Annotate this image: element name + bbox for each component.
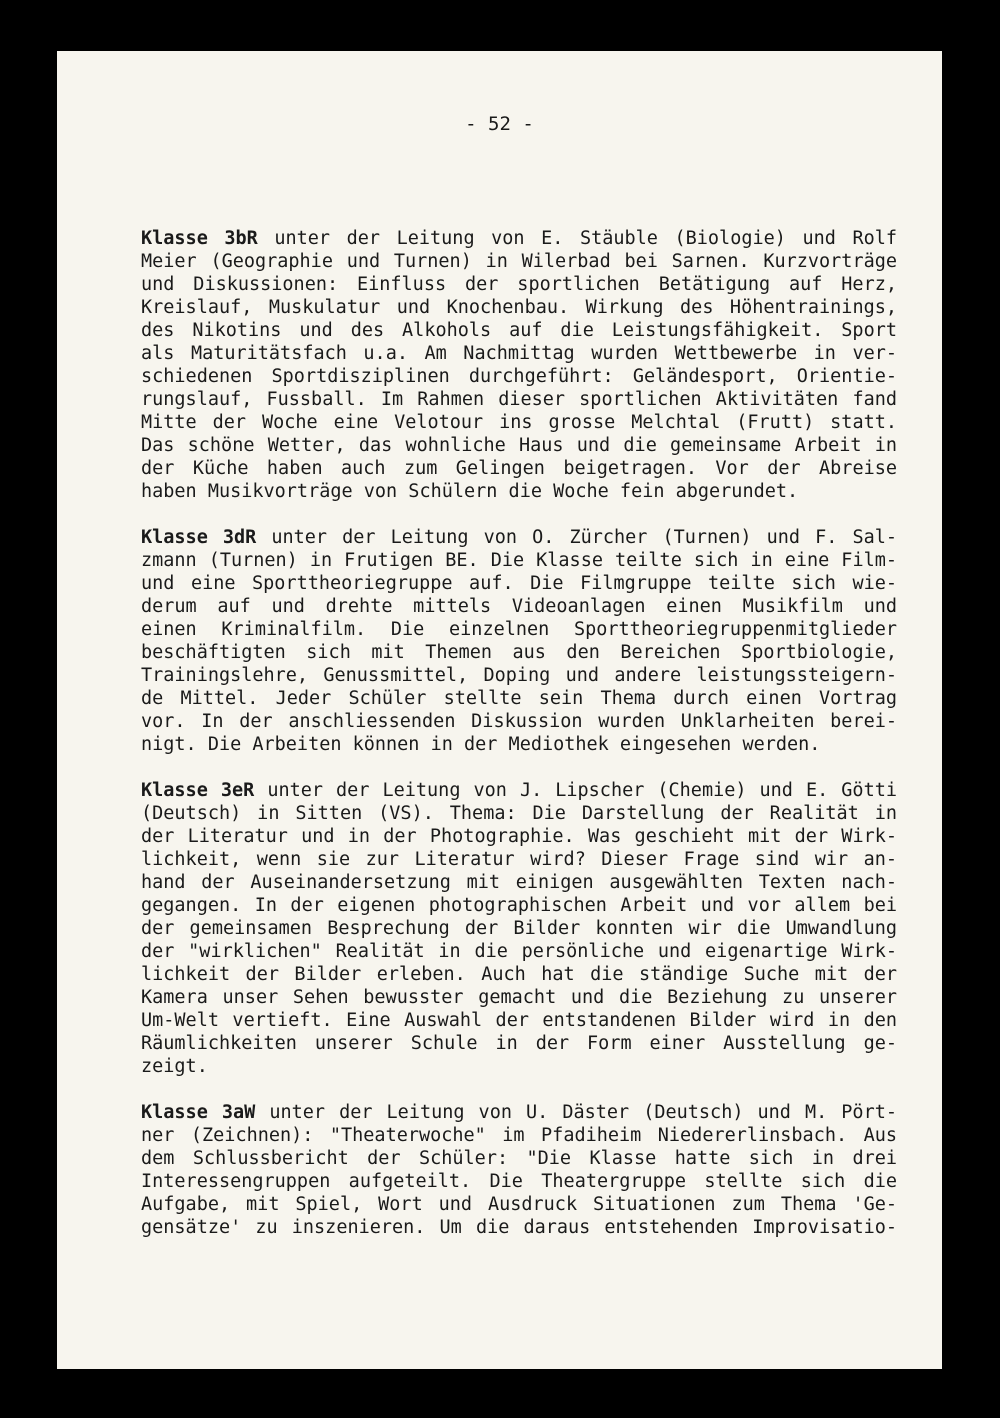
paragraph-line: Interessengruppen aufgeteilt. Die Theatergruppe stellte sich die xyxy=(141,1171,897,1192)
paragraph-line: hand der Auseinandersetzung mit einigen ausgewählten Texten nach- xyxy=(141,872,897,893)
paragraph-klasse-3er xyxy=(141,779,897,1078)
paragraph-line: der Literatur und in der Photographie. Was geschieht mit der Wirk- xyxy=(141,826,897,847)
paragraph-line: Aufgabe, mit Spiel, Wort und Ausdruck Situationen zum Thema 'Ge- xyxy=(141,1194,897,1215)
paragraph-line: Um-Welt vertieft. Eine Auswahl der entstandenen Bilder wird in den xyxy=(141,1010,897,1031)
paragraph-line: schiedenen Sportdisziplinen durchgeführt: Geländesport, Orientie- xyxy=(141,366,897,387)
paragraph-line xyxy=(141,227,897,250)
line-text: unter der Leitung von O. Zürcher (Turnen) und F. Sal- xyxy=(256,527,897,548)
paragraph-line: des Nikotins und des Alkohols auf die Leistungsfähigkeit. Sport xyxy=(141,320,897,341)
paragraph-line: der "wirklichen" Realität in die persönliche und eigenartige Wirk- xyxy=(141,941,897,962)
page-content xyxy=(141,227,897,1262)
paragraph-line xyxy=(141,526,897,549)
paragraph-line: und Diskussionen: Einfluss der sportlichen Betätigung auf Herz, xyxy=(141,274,897,295)
paragraph-line xyxy=(141,1101,897,1124)
document-page xyxy=(57,51,942,1369)
line-text: unter der Leitung von U. Däster (Deutsch) und M. Pört- xyxy=(255,1102,897,1123)
paragraph-line: der gemeinsamen Besprechung der Bilder konnten wir die Umwandlung xyxy=(141,918,897,939)
paragraph-line: nigt. Die Arbeiten können in der Mediothek eingesehen werden. xyxy=(141,734,821,755)
paragraph-line xyxy=(141,779,897,802)
paragraph-line: einen Kriminalfilm. Die einzelnen Sporttheoriegruppenmitglieder xyxy=(141,619,897,640)
paragraph-line: Das schöne Wetter, das wohnliche Haus und die gemeinsame Arbeit in xyxy=(141,435,897,456)
paragraph-line: Meier (Geographie und Turnen) in Wilerbad bei Sarnen. Kurzvorträge xyxy=(141,251,897,272)
paragraph-line: Kamera unser Sehen bewusster gemacht und die Beziehung zu unserer xyxy=(141,987,897,1008)
paragraph-line: als Maturitätsfach u.a. Am Nachmittag wurden Wettbewerbe in ver- xyxy=(141,343,897,364)
paragraph-line: zmann (Turnen) in Frutigen BE. Die Klasse teilte sich in eine Film- xyxy=(141,550,897,571)
paragraph-line: vor. In der anschliessenden Diskussion wurden Unklarheiten berei- xyxy=(141,711,897,732)
paragraph-line: derum auf und drehte mittels Videoanlagen einen Musikfilm und xyxy=(141,596,897,617)
paragraph-line: beschäftigten sich mit Themen aus den Bereichen Sportbiologie, xyxy=(141,642,897,663)
paragraph-lead: Klasse 3bR xyxy=(141,228,258,249)
paragraph-line: (Deutsch) in Sitten (VS). Thema: Die Darstellung der Realität in xyxy=(141,803,897,824)
paragraph-line: dem Schlussbericht der Schüler: "Die Klasse hatte sich in drei xyxy=(141,1148,897,1169)
paragraph-klasse-3dr xyxy=(141,526,897,756)
paragraph-line: der Küche haben auch zum Gelingen beigetragen. Vor der Abreise xyxy=(141,458,897,479)
paragraph-lead: Klasse 3aW xyxy=(141,1102,256,1123)
paragraph-line: lichkeit der Bilder erleben. Auch hat die ständige Suche mit der xyxy=(141,964,897,985)
paragraph-line: ner (Zeichnen): "Theaterwoche" im Pfadiheim Niedererlinsbach. Aus xyxy=(141,1125,897,1146)
paragraph-lead: Klasse 3dR xyxy=(141,527,257,548)
paragraph-line: gensätze' zu inszenieren. Um die daraus entstehenden Improvisatio- xyxy=(141,1217,897,1238)
paragraph-line: Räumlichkeiten unserer Schule in der Form einer Ausstellung ge- xyxy=(141,1033,897,1054)
paragraph-line: Trainingslehre, Genussmittel, Doping und andere leistungssteigern- xyxy=(141,665,897,686)
paragraph-line: rungslauf, Fussball. Im Rahmen dieser sportlichen Aktivitäten fand xyxy=(141,389,897,410)
paragraph-line: gegangen. In der eigenen photographischen Arbeit und vor allem bei xyxy=(141,895,897,916)
paragraph-klasse-3br xyxy=(141,227,897,503)
page-number: - 52 - xyxy=(465,113,534,135)
paragraph-line: und eine Sporttheoriegruppe auf. Die Filmgruppe teilte sich wie- xyxy=(141,573,897,594)
paragraph-lead: Klasse 3eR xyxy=(141,780,255,801)
line-text: unter der Leitung von J. Lipscher (Chemie) und E. Götti xyxy=(254,780,897,801)
paragraph-line: lichkeit, wenn sie zur Literatur wird? Dieser Frage sind wir an- xyxy=(141,849,897,870)
paragraph-line: Kreislauf, Muskulatur und Knochenbau. Wirkung des Höhentrainings, xyxy=(141,297,897,318)
paragraph-line: zeigt. xyxy=(141,1056,208,1077)
paragraph-klasse-3aw xyxy=(141,1101,897,1239)
paragraph-line: haben Musikvorträge von Schülern die Woche fein abgerundet. xyxy=(141,481,799,502)
paragraph-line: Mitte der Woche eine Velotour ins grosse Melchtal (Frutt) statt. xyxy=(141,412,897,433)
paragraph-line: de Mittel. Jeder Schüler stellte sein Thema durch einen Vortrag xyxy=(141,688,897,709)
line-text: unter der Leitung von E. Stäuble (Biologie) und Rolf xyxy=(257,228,897,249)
